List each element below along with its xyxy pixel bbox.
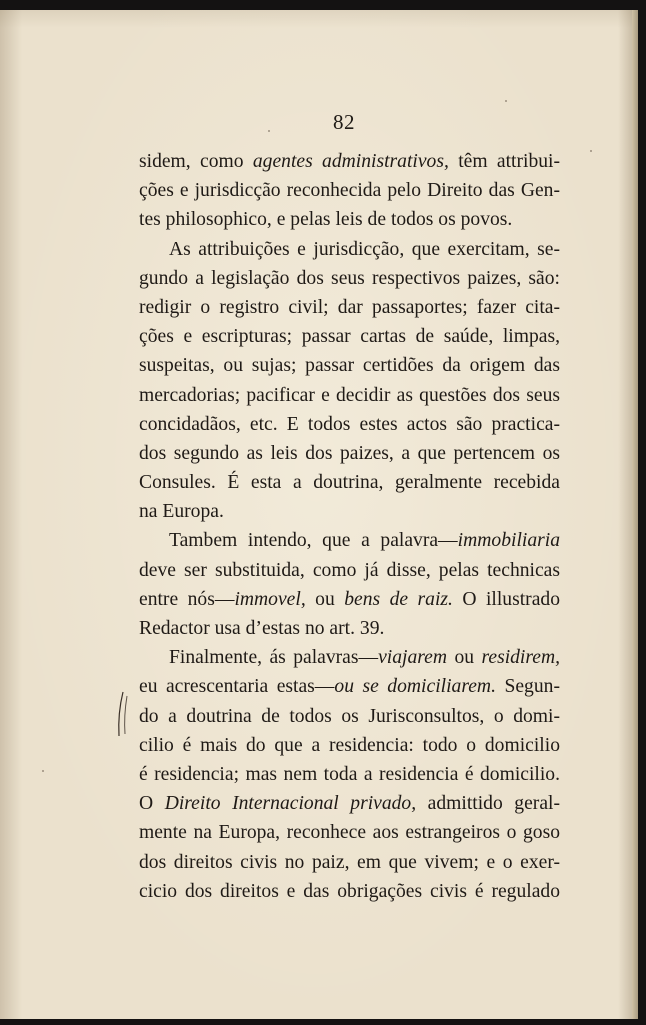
italic-text: ou se domiciliarem. (334, 676, 496, 698)
text-line: sidem, como agentes administrativos, têm attribui- (139, 151, 561, 172)
text-line: suspeitas, ou sujas; passar certidões da origem das (139, 355, 560, 377)
text-line: mente na Europa, reconhece aos estrangeiros o goso (139, 822, 560, 844)
page-edge (632, 10, 638, 1019)
text-line: Redactor usa d’estas no art. 39. (139, 618, 385, 639)
paper-speck (268, 130, 270, 132)
italic-text: viajarem (378, 647, 448, 669)
italic-text: agentes administrativos, (252, 151, 449, 172)
text-line: ções e jurisdicção reconhecida pelo Direito das Gen- (139, 180, 560, 202)
text-line: eu acrescentaria estas—ou se domiciliarem. Segun- (139, 676, 560, 698)
italic-text: immovel, (234, 588, 306, 610)
page-number: 82 (333, 110, 355, 134)
text-line: gundo a legislação dos seus respectivos paizes, são: (139, 267, 560, 289)
italic-text: Direito Internacional privado, (164, 793, 417, 815)
text-line: na Europa. (139, 501, 224, 523)
text-line: dos segundo as leis dos paizes, a que pertencem os (139, 442, 560, 464)
paper-speck (590, 150, 592, 152)
text-line: Tambem intendo, que a palavra—immobiliaria (169, 530, 560, 552)
text-line: dos direitos civis no paiz, em que vivem; e o exer- (139, 851, 560, 873)
italic-text: immobiliaria (457, 530, 560, 552)
text-line: é residencia; mas nem toda a residencia é domicilio. (139, 763, 560, 785)
text-line: do a doutrina de todos os Jurisconsultos, o domi- (139, 705, 560, 727)
paper-speck (42, 770, 44, 772)
text-line: deve ser substituida, como já disse, pelas technicas (139, 559, 560, 581)
italic-text: bens de raiz. (344, 588, 453, 610)
italic-text: residirem, (481, 647, 561, 669)
text-line: concidadãos, etc. E todos estes actos são practica- (139, 413, 560, 435)
text-line: As attribuições e jurisdicção, que exercitam, se- (169, 238, 560, 260)
text-line: ções e escripturas; passar cartas de saúde, limpas, (139, 326, 560, 348)
text-line: O Direito Internacional privado, admittido geral- (139, 793, 560, 815)
paper-speck (478, 486, 480, 488)
text-line: Finalmente, ás palavras—viajarem ou residirem, (169, 647, 561, 669)
text-line: entre nós—immovel, ou bens de raiz. O illustrado (139, 588, 560, 610)
text-line: mercadorias; pacificar e decidir as questões dos seus (139, 384, 560, 406)
text-line: tes philosophico, e pelas leis de todos os povos. (139, 209, 513, 231)
text-line: Consules. É esta a doutrina, geralmente recebida (139, 472, 560, 494)
text-line: cicio dos direitos e das obrigações civis é regulado (139, 880, 560, 902)
paper-speck (505, 100, 507, 102)
text-line: cilio é mais do que a residencia: todo o domicilio (139, 734, 560, 756)
text-line: redigir o registro civil; dar passaportes; fazer cita- (139, 296, 560, 318)
margin-pencil-mark (114, 690, 128, 738)
body-text (139, 147, 560, 906)
